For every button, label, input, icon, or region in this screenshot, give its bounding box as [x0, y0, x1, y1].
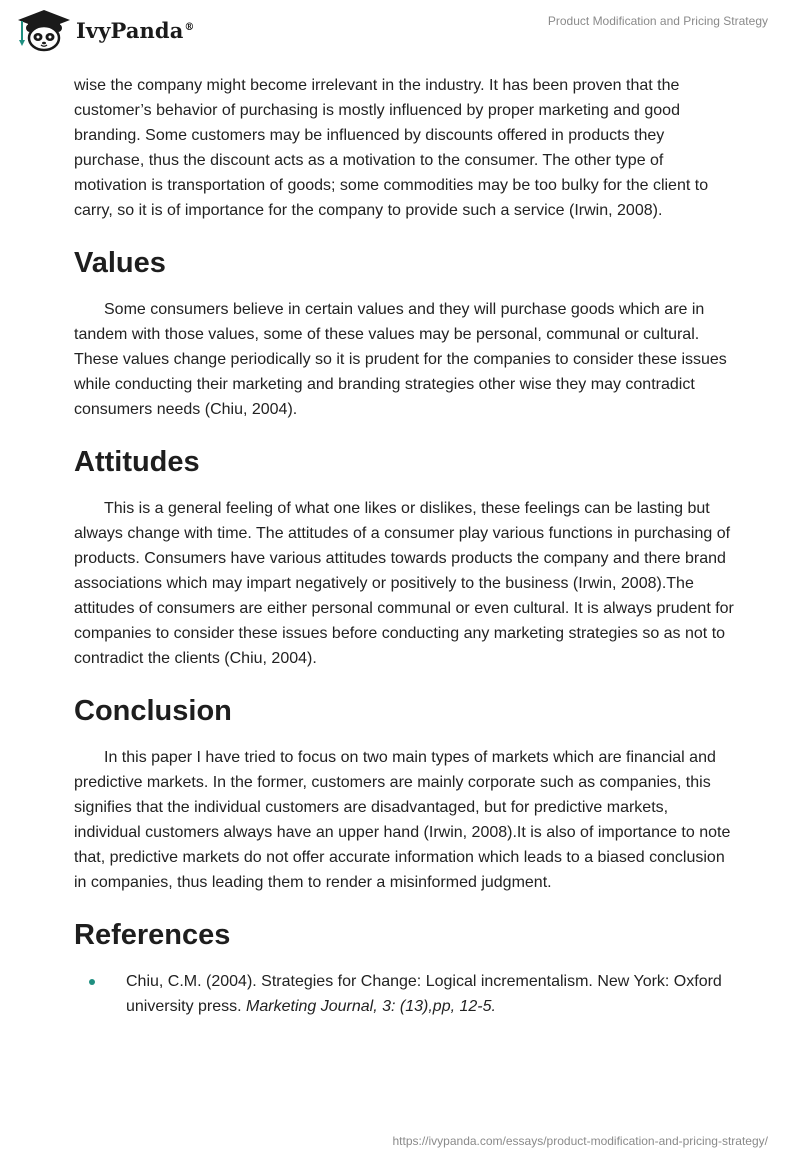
- heading-conclusion: Conclusion: [74, 695, 232, 727]
- registered-mark: ®: [184, 21, 195, 33]
- heading-references: References: [74, 919, 231, 951]
- essay-content: [74, 73, 734, 1019]
- page-header: [0, 0, 800, 70]
- reference-journal: Marketing Journal, 3: (13),pp, 12-5.: [246, 998, 496, 1015]
- source-url[interactable]: https://ivypanda.com/essays/product-modification-and-pricing-strategy/: [392, 1134, 768, 1148]
- values-paragraph: Some consumers believe in certain values and they will purchase goods which are in tandem with those values, some of these values may be personal, communal or cultural. These values change periodically so it is prudent for the companies to consider these issues while conducting their marketing and branding strategies other wise they may contradict consumers needs (Chiu, 2004).: [74, 301, 727, 418]
- bullet-icon: [89, 979, 95, 985]
- logo-text: IvyPanda®: [76, 17, 195, 43]
- conclusion-paragraph: In this paper I have tried to focus on two main types of markets which are financial and predictive markets. In the former, customers are mainly corporate such as companies, this signifies that the individual customers are disadvantaged, but for predictive markets, individual customers always have an upper hand (Irwin, 2008).It is also of importance to note that, predictive markets do not offer accurate information which leads to a biased conclusion in companies, thus leading them to render a misinformed judgment.: [74, 749, 731, 891]
- attitudes-paragraph: This is a general feeling of what one likes or dislikes, these feelings can be lasting but always change with time. The attitudes of a consumer play various functions in purchasing of products. Consumers have various attitudes towards products the company and there brand associations which may impart negatively or positively to the business (Irwin, 2008).The attitudes of consumers are either personal communal or even cultural. It is always prudent for companies to consider these issues before conducting any marketing strategies so as not to contradict the clients (Chiu, 2004).: [74, 500, 734, 667]
- heading-attitudes: Attitudes: [74, 446, 200, 478]
- document-title: Product Modification and Pricing Strategy: [547, 14, 768, 28]
- reference-text: Chiu, C.M. (2004). Strategies for Change: Logical incrementalism. New York: Oxford university press.: [126, 973, 722, 1015]
- intro-paragraph: wise the company might become irrelevant in the industry. It has been proven that the customer’s behavior of purchasing is mostly influenced by proper marketing and good branding. Some customers may be influenced by discounts offered in products they purchase, thus the discount acts as a motivation to the consumer. The other type of motivation is transportation of goods; some commodities may be too bulky for the client to carry, so it is of importance for the company to provide such a service (Irwin, 2008).: [74, 77, 709, 219]
- ivypanda-logo[interactable]: [14, 8, 195, 52]
- heading-values: Values: [74, 247, 166, 279]
- reference-item: [74, 969, 734, 1019]
- references-list: [74, 969, 734, 1019]
- panda-graduate-icon: [14, 8, 72, 52]
